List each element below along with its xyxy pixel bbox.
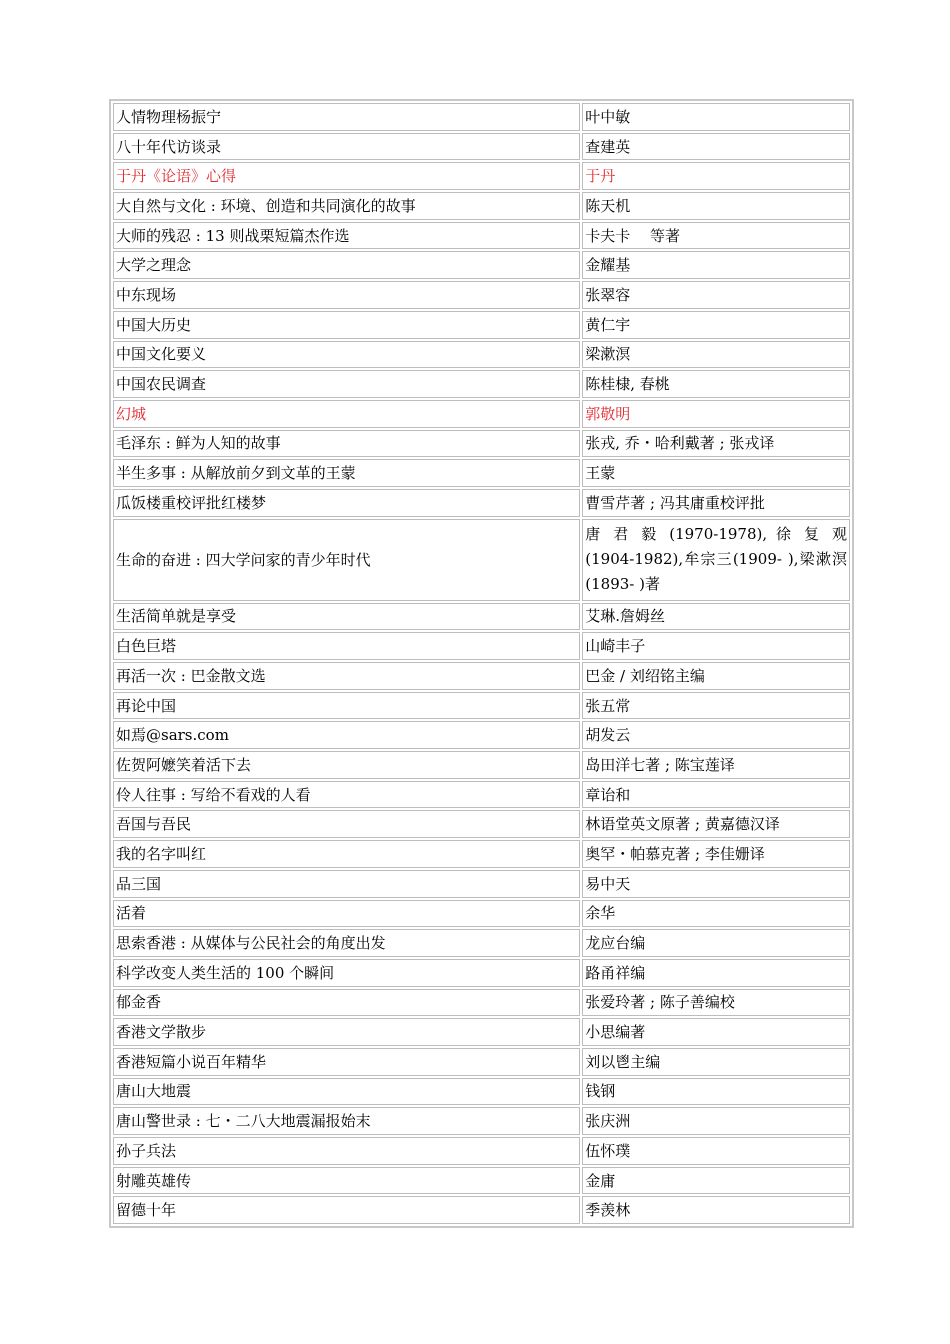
- book-title-cell: 人情物理杨振宁: [113, 103, 580, 131]
- table-row: [113, 603, 850, 631]
- book-title-cell: 再论中国: [113, 692, 580, 720]
- book-title-cell: 佐贺阿嬷笑着活下去: [113, 751, 580, 779]
- book-author-cell: 章诒和: [582, 781, 850, 809]
- table-row: [113, 192, 850, 220]
- book-title-cell: 活着: [113, 900, 580, 928]
- table-row: [113, 281, 850, 309]
- book-list-table: [109, 99, 854, 1228]
- table-row: [113, 989, 850, 1017]
- table-row: [113, 751, 850, 779]
- table-row: [113, 900, 850, 928]
- book-title-cell: 孙子兵法: [113, 1137, 580, 1165]
- book-title-cell: 大自然与文化 : 环境、创造和共同演化的故事: [113, 192, 580, 220]
- book-author-cell: 余华: [582, 900, 850, 928]
- table-row: [113, 251, 850, 279]
- book-author-cell: 胡发云: [582, 721, 850, 749]
- book-author-cell: 卡夫卡 等著: [582, 222, 850, 250]
- book-author-cell: 王蒙: [582, 459, 850, 487]
- book-title-cell: 伶人往事 : 写给不看戏的人看: [113, 781, 580, 809]
- book-author-cell: 梁漱溟: [582, 341, 850, 369]
- book-title-cell: 生命的奋进 : 四大学问家的青少年时代: [113, 519, 580, 601]
- book-author-cell: 陈天机: [582, 192, 850, 220]
- book-title-cell: 幻城: [113, 400, 580, 428]
- table-row: [113, 1167, 850, 1195]
- book-author-cell: 季羡林: [582, 1196, 850, 1224]
- book-title-cell: 郁金香: [113, 989, 580, 1017]
- book-author-cell: 小思编著: [582, 1018, 850, 1046]
- table-row: [113, 721, 850, 749]
- book-title-cell: 毛泽东 : 鲜为人知的故事: [113, 430, 580, 458]
- table-row: [113, 1137, 850, 1165]
- book-title-cell: 八十年代访谈录: [113, 133, 580, 161]
- table-row: [113, 1018, 850, 1046]
- table-row: [113, 370, 850, 398]
- book-author-cell: 金耀基: [582, 251, 850, 279]
- table-row: [113, 400, 850, 428]
- book-title-cell: 香港文学散步: [113, 1018, 580, 1046]
- table-row: [113, 459, 850, 487]
- book-author-cell: 易中天: [582, 870, 850, 898]
- book-list-body: [113, 103, 850, 1224]
- book-title-cell: 留德十年: [113, 1196, 580, 1224]
- table-row: [113, 692, 850, 720]
- book-author-cell: 奥罕・帕慕克著 ; 李佳姗译: [582, 840, 850, 868]
- table-row: [113, 341, 850, 369]
- table-row: [113, 781, 850, 809]
- book-author-cell: 艾琳.詹姆丝: [582, 603, 850, 631]
- book-title-cell: 中东现场: [113, 281, 580, 309]
- table-row: [113, 810, 850, 838]
- book-author-cell: 巴金 / 刘绍铭主编: [582, 662, 850, 690]
- book-author-cell: 岛田洋七著 ; 陈宝莲译: [582, 751, 850, 779]
- table-row: [113, 959, 850, 987]
- book-title-cell: 中国大历史: [113, 311, 580, 339]
- table-row: [113, 430, 850, 458]
- table-row: [113, 662, 850, 690]
- book-author-cell: 查建英: [582, 133, 850, 161]
- book-title-cell: 射雕英雄传: [113, 1167, 580, 1195]
- book-title-cell: 于丹《论语》心得: [113, 162, 580, 190]
- table-row: [113, 222, 850, 250]
- book-title-cell: 品三国: [113, 870, 580, 898]
- book-author-cell: 张五常: [582, 692, 850, 720]
- book-title-cell: 大学之理念: [113, 251, 580, 279]
- book-author-cell: 路甬祥编: [582, 959, 850, 987]
- book-author-cell: 张爱玲著 ; 陈子善编校: [582, 989, 850, 1017]
- table-row: [113, 162, 850, 190]
- book-author-cell: 伍怀璞: [582, 1137, 850, 1165]
- book-author-cell: 金庸: [582, 1167, 850, 1195]
- table-row: [113, 103, 850, 131]
- book-title-cell: 我的名字叫红: [113, 840, 580, 868]
- book-title-cell: 再活一次 : 巴金散文选: [113, 662, 580, 690]
- book-title-cell: 白色巨塔: [113, 632, 580, 660]
- book-title-cell: 大师的残忍 : 13 则战栗短篇杰作选: [113, 222, 580, 250]
- table-row: [113, 133, 850, 161]
- book-author-cell: 张戎, 乔・哈利戴著 ; 张戎译: [582, 430, 850, 458]
- table-row: [113, 870, 850, 898]
- table-row: [113, 1196, 850, 1224]
- book-author-cell: 曹雪芹著 ; 冯其庸重校评批: [582, 489, 850, 517]
- book-author-cell: 山崎丰子: [582, 632, 850, 660]
- book-author-cell: 郭敬明: [582, 400, 850, 428]
- book-author-cell: 唐 君 毅 (1970-1978), 徐 复 观 (1904-1982),牟宗三(1909- ),梁漱溟(1893- )著: [582, 519, 850, 601]
- table-row: [113, 489, 850, 517]
- book-author-cell: 叶中敏: [582, 103, 850, 131]
- table-row: [113, 840, 850, 868]
- book-title-cell: 唐山大地震: [113, 1078, 580, 1106]
- book-title-cell: 香港短篇小说百年精华: [113, 1048, 580, 1076]
- table-row: [113, 311, 850, 339]
- book-title-cell: 中国农民调查: [113, 370, 580, 398]
- table-row: [113, 632, 850, 660]
- book-title-cell: 如焉@sars.com: [113, 721, 580, 749]
- book-title-cell: 生活简单就是享受: [113, 603, 580, 631]
- book-title-cell: 瓜饭楼重校评批红楼梦: [113, 489, 580, 517]
- table-row: [113, 1107, 850, 1135]
- table-row: [113, 1078, 850, 1106]
- book-author-cell: 陈桂棣, 春桃: [582, 370, 850, 398]
- book-title-cell: 科学改变人类生活的 100 个瞬间: [113, 959, 580, 987]
- table-row: [113, 929, 850, 957]
- table-row: [113, 519, 850, 601]
- book-author-cell: 钱钢: [582, 1078, 850, 1106]
- book-author-cell: 张翠容: [582, 281, 850, 309]
- book-title-cell: 思索香港 : 从媒体与公民社会的角度出发: [113, 929, 580, 957]
- book-author-cell: 龙应台编: [582, 929, 850, 957]
- book-author-cell: 刘以鬯主编: [582, 1048, 850, 1076]
- book-author-cell: 黄仁宇: [582, 311, 850, 339]
- book-author-cell: 张庆洲: [582, 1107, 850, 1135]
- table-row: [113, 1048, 850, 1076]
- book-title-cell: 唐山警世录 : 七・二八大地震漏报始末: [113, 1107, 580, 1135]
- book-author-cell: 林语堂英文原著 ; 黄嘉德汉译: [582, 810, 850, 838]
- book-title-cell: 半生多事 : 从解放前夕到文革的王蒙: [113, 459, 580, 487]
- book-author-cell: 于丹: [582, 162, 850, 190]
- book-title-cell: 中国文化要义: [113, 341, 580, 369]
- book-title-cell: 吾国与吾民: [113, 810, 580, 838]
